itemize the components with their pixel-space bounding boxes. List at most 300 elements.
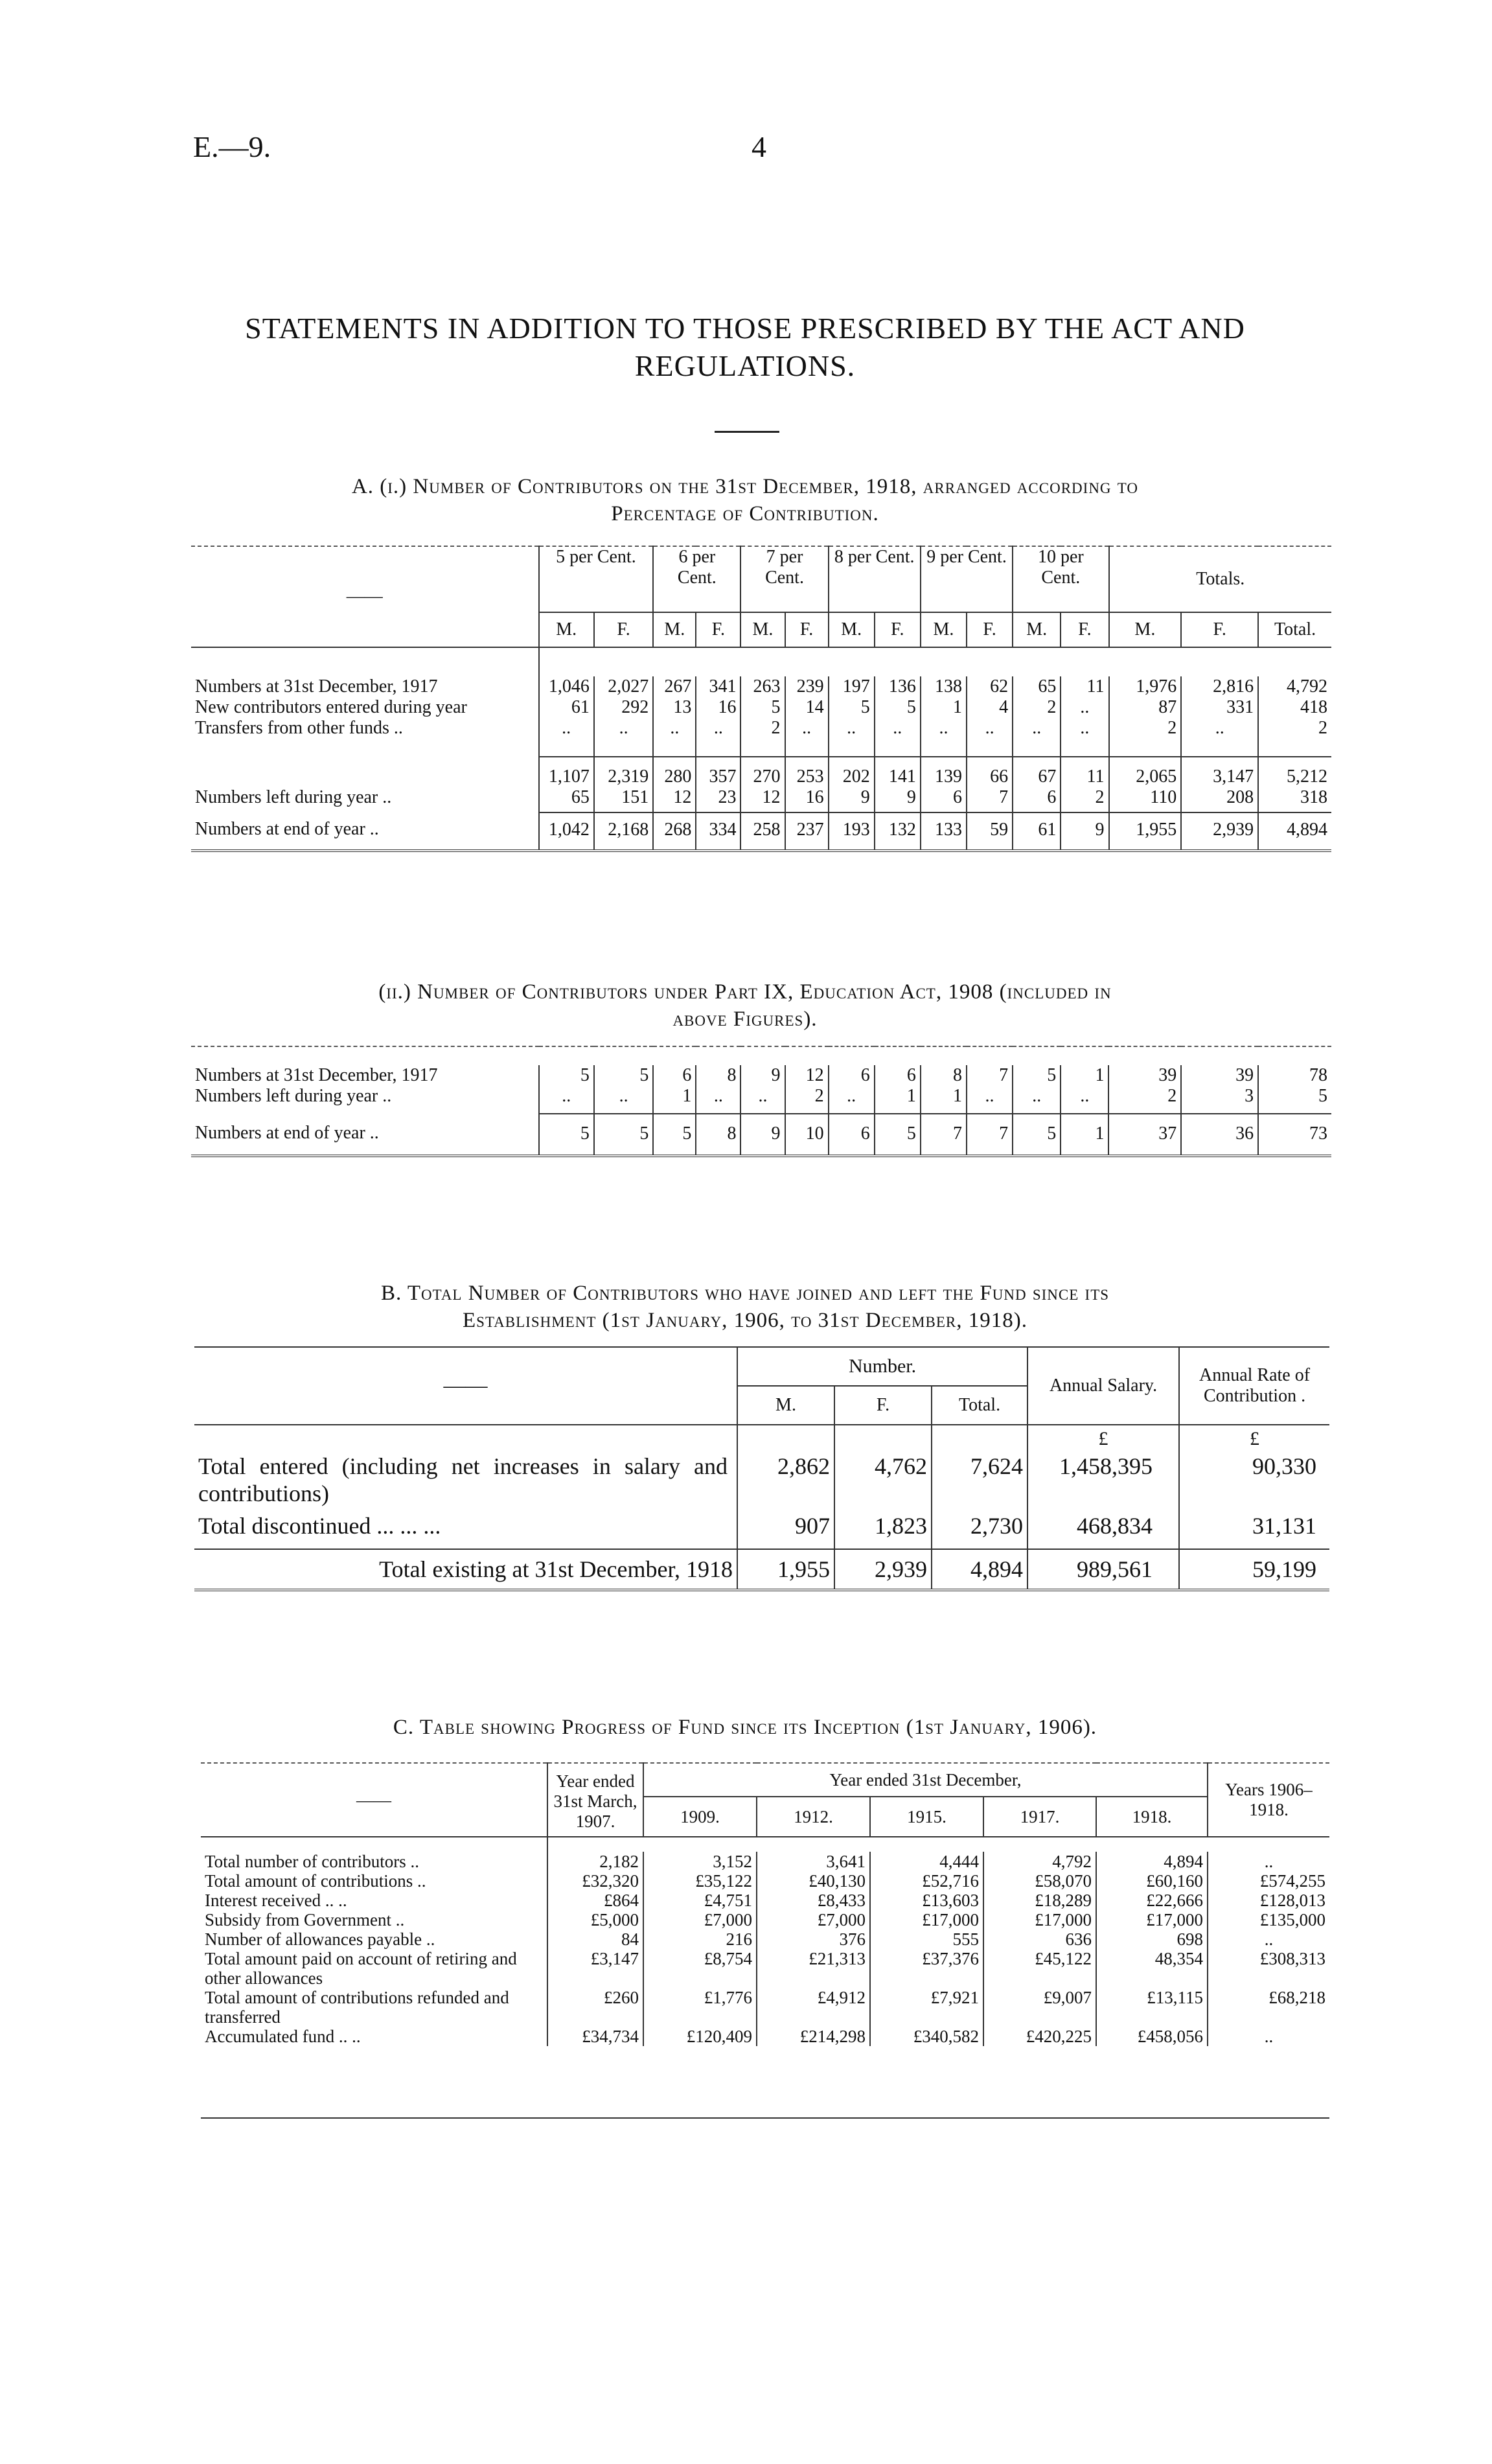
cell-value: 331 xyxy=(1181,697,1258,718)
sub-header: Total. xyxy=(1258,612,1331,647)
cell-value: 133 xyxy=(921,812,967,851)
cell-value: 268 xyxy=(653,812,696,851)
cell-value: 7 xyxy=(967,1114,1013,1156)
table-top-rule xyxy=(191,1046,1331,1065)
total-existing-salary: 989,561 xyxy=(1027,1549,1179,1590)
cell-value: £40,130 xyxy=(757,1871,870,1891)
sub-header: M. xyxy=(1013,612,1061,647)
cell-value: 237 xyxy=(785,812,829,851)
cell-value: .. xyxy=(1208,1852,1329,1871)
section-a-title-line1: A. (i.) Number of Contributors on the 31st December, 1918, arranged according to xyxy=(351,475,1139,498)
table-row xyxy=(191,1086,1331,1114)
table-row xyxy=(191,718,1331,757)
m-header: M. xyxy=(737,1386,834,1425)
table-row xyxy=(201,1891,1329,1910)
cell-value: £60,160 xyxy=(1096,1871,1208,1891)
cell-value: 2,168 xyxy=(594,812,653,851)
cell-value: .. xyxy=(1013,718,1061,757)
cell-value: £8,433 xyxy=(757,1891,870,1910)
row-label: Numbers left during year .. xyxy=(195,1086,392,1106)
table-row xyxy=(191,787,1331,812)
year-ended-december-header: Year ended 31st December, xyxy=(643,1763,1208,1797)
table-row xyxy=(191,647,1331,676)
cell-value: £13,603 xyxy=(870,1891,983,1910)
cell-value: 357 xyxy=(696,757,740,787)
cell-value: 39 xyxy=(1181,1065,1258,1086)
cell-value: £5,000 xyxy=(547,1910,643,1929)
table-row xyxy=(191,1114,1331,1156)
cell-salary: 1,458,395 xyxy=(1027,1453,1179,1507)
cell-total: 2,730 xyxy=(932,1507,1027,1549)
row-label: Total amount paid on account of retiring and other allowances xyxy=(205,1949,517,1988)
total-existing-total: 4,894 xyxy=(932,1549,1027,1590)
cell-value: 280 xyxy=(653,757,696,787)
cell-value: .. xyxy=(829,718,875,757)
spacer xyxy=(194,1425,737,1453)
row-label: Numbers at end of year .. xyxy=(191,1114,539,1156)
cell-value: 2 xyxy=(1109,718,1182,757)
cell-value: 3,641 xyxy=(757,1852,870,1871)
cell-value: £18,289 xyxy=(983,1891,1096,1910)
table-row xyxy=(194,1507,1329,1549)
spacer xyxy=(932,1425,1027,1453)
section-b-title-line1: B. Total Number of Contributors who have joined and left the Fund since its xyxy=(380,1282,1110,1305)
cell-value: £7,921 xyxy=(870,1988,983,2027)
section-a-title-line2: Percentage of Contribution. xyxy=(611,502,879,525)
cell-value: £17,000 xyxy=(870,1910,983,1929)
table-a2-education-act xyxy=(191,1046,1331,1157)
section-c-title xyxy=(162,1714,1328,1741)
cell-value: £214,298 xyxy=(757,2027,870,2046)
cell-value: £574,255 xyxy=(1208,1871,1329,1891)
cell-rate: 90,330 xyxy=(1179,1453,1329,1507)
row-label: Total entered (including net increases in salary and contributions) xyxy=(198,1453,728,1506)
cell-value: £308,313 xyxy=(1208,1949,1329,1988)
cell-value: £135,000 xyxy=(1208,1910,1329,1929)
cell-value: 5,212 xyxy=(1258,757,1331,787)
cell-value: 253 xyxy=(785,757,829,787)
cell-value: 7 xyxy=(967,1065,1013,1086)
cell-value: 151 xyxy=(594,787,653,812)
cell-value: 87 xyxy=(1109,697,1182,718)
year-ended-march-1907-header: Year ended 31st March, 1907. xyxy=(547,1763,643,1837)
stub-dash: —— xyxy=(194,1347,737,1425)
table-row xyxy=(201,1837,1329,1852)
annual-salary-header: Annual Salary. xyxy=(1027,1347,1179,1425)
cell-value: 7 xyxy=(921,1114,967,1156)
page-title-line1: STATEMENTS IN ADDITION TO THOSE PRESCRIBED BY THE ACT AND xyxy=(245,312,1245,345)
cell-value: 263 xyxy=(740,676,785,697)
cell-m: 907 xyxy=(737,1507,834,1549)
f-header: F. xyxy=(834,1386,932,1425)
table-row xyxy=(201,2027,1329,2046)
sub-header: M. xyxy=(1109,612,1182,647)
group-header-10: 10 per Cent. xyxy=(1013,546,1108,612)
group-header-7: 7 per Cent. xyxy=(740,546,828,612)
table-a-body xyxy=(191,676,1331,851)
cell-value: 1,042 xyxy=(539,812,594,851)
cell-value: 5 xyxy=(539,1114,594,1156)
group-header-8: 8 per Cent. xyxy=(829,546,921,612)
cell-value: 5 xyxy=(594,1114,653,1156)
years-total-header: Years 1906–1918. xyxy=(1208,1763,1329,1837)
cell-value: £37,376 xyxy=(870,1949,983,1988)
cell-value: 141 xyxy=(875,757,921,787)
cell-m: 2,862 xyxy=(737,1453,834,1507)
table-row xyxy=(201,1852,1329,1871)
cell-value: 1 xyxy=(653,1086,696,1114)
cell-value: £22,666 xyxy=(1096,1891,1208,1910)
group-header-6: 6 per Cent. xyxy=(653,546,740,612)
sub-header: M. xyxy=(539,612,594,647)
cell-value: £32,320 xyxy=(547,1871,643,1891)
cell-value: £68,218 xyxy=(1208,1988,1329,2027)
row-label: Total amount of contributions .. xyxy=(205,1871,426,1891)
cell-rate: 31,131 xyxy=(1179,1507,1329,1549)
cell-value: £4,751 xyxy=(643,1891,757,1910)
cell-f: 1,823 xyxy=(834,1507,932,1549)
cell-value: 8 xyxy=(696,1065,740,1086)
cell-value: 4 xyxy=(967,697,1013,718)
cell-value: 2 xyxy=(740,718,785,757)
year-header-1909: 1909. xyxy=(643,1797,757,1837)
table-b-header-row1 xyxy=(194,1347,1329,1386)
cell-value: 16 xyxy=(785,787,829,812)
cell-value: 84 xyxy=(547,1929,643,1949)
cell-value: 66 xyxy=(967,757,1013,787)
cell-value: 5 xyxy=(875,697,921,718)
cell-value: .. xyxy=(1061,697,1108,718)
cell-value: £13,115 xyxy=(1096,1988,1208,2027)
section-b-title-line2: Establishment (1st January, 1906, to 31st December, 1918). xyxy=(463,1309,1027,1332)
cell-value: 5 xyxy=(594,1065,653,1086)
sub-header: F. xyxy=(967,612,1013,647)
cell-value: 1 xyxy=(1061,1114,1108,1156)
section-a-title xyxy=(162,473,1328,527)
sub-header: M. xyxy=(829,612,875,647)
cell-value: 1,046 xyxy=(539,676,594,697)
cell-value: 5 xyxy=(1013,1114,1061,1156)
cell-value: 59 xyxy=(967,812,1013,851)
cell-value: 37 xyxy=(1108,1114,1181,1156)
cell-value: £458,056 xyxy=(1096,2027,1208,2046)
cell-value: .. xyxy=(1208,1929,1329,1949)
cell-value: 4,792 xyxy=(1258,676,1331,697)
year-header-1917: 1917. xyxy=(983,1797,1096,1837)
table-c-header-row1 xyxy=(201,1763,1329,1797)
cell-value: .. xyxy=(653,718,696,757)
sub-header: F. xyxy=(1181,612,1258,647)
cell-value: 9 xyxy=(875,787,921,812)
cell-value: 2,065 xyxy=(1109,757,1182,787)
cell-value: 292 xyxy=(594,697,653,718)
row-label: Number of allowances payable .. xyxy=(205,1929,435,1949)
row-label: Accumulated fund .. .. xyxy=(205,2027,361,2046)
cell-value: £120,409 xyxy=(643,2027,757,2046)
cell-value: £260 xyxy=(547,1988,643,2027)
group-header-5: 5 per Cent. xyxy=(539,546,654,612)
spacer xyxy=(737,1425,834,1453)
cell-value: 11 xyxy=(1061,757,1108,787)
cell-value: 8 xyxy=(696,1114,740,1156)
sub-header: F. xyxy=(875,612,921,647)
table-row xyxy=(201,1988,1329,2027)
cell-value: 65 xyxy=(1013,676,1061,697)
cell-value: £1,776 xyxy=(643,1988,757,2027)
table-row xyxy=(191,812,1331,851)
cell-value: 2 xyxy=(1258,718,1331,757)
cell-value: £21,313 xyxy=(757,1949,870,1988)
year-header-1912: 1912. xyxy=(757,1797,870,1837)
cell-value: 555 xyxy=(870,1929,983,1949)
cell-value: 208 xyxy=(1181,787,1258,812)
cell-value: 2 xyxy=(1013,697,1061,718)
row-label: Total number of contributors .. xyxy=(205,1852,420,1871)
cell-value: .. xyxy=(1061,1086,1108,1114)
section-a2-title-line2: above Figures). xyxy=(672,1007,818,1031)
table-row xyxy=(191,757,1331,787)
cell-value: 1,955 xyxy=(1109,812,1182,851)
table-row xyxy=(194,1453,1329,1507)
cell-value: .. xyxy=(875,718,921,757)
cell-value: £17,000 xyxy=(1096,1910,1208,1929)
row-label: Total discontinued ... ... ... xyxy=(198,1513,441,1539)
pound-sign-rate: £ xyxy=(1179,1425,1329,1453)
cell-value: 39 xyxy=(1108,1065,1181,1086)
year-header-1915: 1915. xyxy=(870,1797,983,1837)
total-existing-f: 2,939 xyxy=(834,1549,932,1590)
cell-value: £45,122 xyxy=(983,1949,1096,1988)
sub-header: M. xyxy=(653,612,696,647)
cell-salary: 468,834 xyxy=(1027,1507,1179,1549)
total-existing-label: Total existing at 31st December, 1918 xyxy=(379,1556,733,1582)
cell-value: 11 xyxy=(1061,676,1108,697)
table-c-body xyxy=(201,1852,1329,2046)
cell-value: £34,734 xyxy=(547,2027,643,2046)
cell-value: £864 xyxy=(547,1891,643,1910)
table-c-bottom-rule xyxy=(201,2117,1329,2119)
page-title xyxy=(130,310,1360,385)
cell-value: 12 xyxy=(785,1065,829,1086)
number-header: Number. xyxy=(737,1347,1027,1386)
cell-value: 10 xyxy=(785,1114,829,1156)
cell-value: 6 xyxy=(829,1114,875,1156)
cell-value: 341 xyxy=(696,676,740,697)
cell-value: £9,007 xyxy=(983,1988,1096,2027)
row-label: Numbers left during year .. xyxy=(195,787,392,807)
row-label: Transfers from other funds .. xyxy=(195,718,403,738)
table-a-group-header xyxy=(191,546,1331,612)
cell-value: 1 xyxy=(1061,1065,1108,1086)
spacer xyxy=(539,647,1332,676)
cell-value: 6 xyxy=(1013,787,1061,812)
cell-value: 12 xyxy=(653,787,696,812)
cell-value: 9 xyxy=(1061,812,1108,851)
cell-value: 8 xyxy=(921,1065,967,1086)
table-c-progress-of-fund xyxy=(201,1762,1329,2046)
sub-header: F. xyxy=(696,612,740,647)
cell-value: 1 xyxy=(921,697,967,718)
title-divider xyxy=(715,431,779,433)
sub-header: M. xyxy=(740,612,785,647)
cell-value: 193 xyxy=(829,812,875,851)
cell-value: 14 xyxy=(785,697,829,718)
cell-value: 12 xyxy=(740,787,785,812)
table-a2-body xyxy=(191,1065,1331,1156)
table-a-contributors xyxy=(191,546,1331,852)
table-row xyxy=(191,676,1331,697)
group-header-9: 9 per Cent. xyxy=(921,546,1013,612)
cell-value: 61 xyxy=(1013,812,1061,851)
table-b-total-row xyxy=(194,1549,1329,1590)
row-label: Subsidy from Government .. xyxy=(205,1910,405,1929)
cell-value: 4,444 xyxy=(870,1852,983,1871)
cell-value: 65 xyxy=(539,787,594,812)
cell-value: 239 xyxy=(785,676,829,697)
cell-value: 110 xyxy=(1109,787,1182,812)
cell-value: 5 xyxy=(653,1114,696,1156)
group-header-totals: Totals. xyxy=(1109,546,1332,612)
cell-value: 2,816 xyxy=(1181,676,1258,697)
row-label: Interest received .. .. xyxy=(205,1891,347,1910)
cell-value: .. xyxy=(967,718,1013,757)
cell-value: £17,000 xyxy=(983,1910,1096,1929)
spacer xyxy=(201,1837,547,1852)
cell-value: 6 xyxy=(653,1065,696,1086)
cell-value: .. xyxy=(594,1086,653,1114)
cell-value: 4,894 xyxy=(1096,1852,1208,1871)
cell-value: 61 xyxy=(539,697,594,718)
cell-value: £52,716 xyxy=(870,1871,983,1891)
cell-value: 13 xyxy=(653,697,696,718)
page-number: 4 xyxy=(752,130,766,163)
total-header: Total. xyxy=(932,1386,1027,1425)
table-row xyxy=(191,1065,1331,1086)
section-a2-title xyxy=(162,978,1328,1033)
cell-value: 23 xyxy=(696,787,740,812)
cell-value: .. xyxy=(829,1086,875,1114)
cell-value: 3 xyxy=(1181,1086,1258,1114)
table-row xyxy=(191,697,1331,718)
cell-value: £8,754 xyxy=(643,1949,757,1988)
cell-value: 138 xyxy=(921,676,967,697)
cell-value: 48,354 xyxy=(1096,1949,1208,1988)
cell-value: 36 xyxy=(1181,1114,1258,1156)
cell-value: 270 xyxy=(740,757,785,787)
sub-header: M. xyxy=(921,612,967,647)
cell-value: 6 xyxy=(875,1065,921,1086)
table-row xyxy=(201,1949,1329,1988)
stub-dash: —— xyxy=(191,546,539,647)
cell-value: 2,027 xyxy=(594,676,653,697)
table-row xyxy=(201,1910,1329,1929)
cell-value: 334 xyxy=(696,812,740,851)
cell-value: .. xyxy=(1061,718,1108,757)
annual-rate-header: Annual Rate of Contribution . xyxy=(1179,1347,1329,1425)
cell-f: 4,762 xyxy=(834,1453,932,1507)
row-label xyxy=(191,647,539,676)
cell-value: .. xyxy=(594,718,653,757)
section-a2-title-line1: (ii.) Number of Contributors under Part IX, Education Act, 1908 (included in xyxy=(378,980,1112,1004)
cell-value: 9 xyxy=(829,787,875,812)
cell-value: 132 xyxy=(875,812,921,851)
row-label: New contributors entered during year xyxy=(195,697,467,717)
spacer xyxy=(547,1837,1329,1852)
table-b-body xyxy=(194,1453,1329,1549)
cell-value: .. xyxy=(539,1086,594,1114)
cell-value: 136 xyxy=(875,676,921,697)
cell-value: 139 xyxy=(921,757,967,787)
cell-value: £340,582 xyxy=(870,2027,983,2046)
spacer xyxy=(834,1425,932,1453)
cell-value: 5 xyxy=(875,1114,921,1156)
cell-value: £7,000 xyxy=(643,1910,757,1929)
spacer xyxy=(191,1046,1331,1065)
cell-value: 62 xyxy=(967,676,1013,697)
cell-value: 202 xyxy=(829,757,875,787)
pound-sign-salary: £ xyxy=(1027,1425,1179,1453)
cell-value: .. xyxy=(785,718,829,757)
cell-value: 2,182 xyxy=(547,1852,643,1871)
cell-value: .. xyxy=(1208,2027,1329,2046)
section-c-title-line: C. Table showing Progress of Fund since its Inception (1st January, 1906). xyxy=(393,1716,1097,1739)
cell-value: .. xyxy=(696,1086,740,1114)
cell-value: 67 xyxy=(1013,757,1061,787)
cell-value: 78 xyxy=(1258,1065,1331,1086)
cell-value: 73 xyxy=(1258,1114,1331,1156)
cell-value: 9 xyxy=(740,1114,785,1156)
table-b-contributors-since-establishment xyxy=(194,1346,1329,1591)
cell-value: 7 xyxy=(967,787,1013,812)
cell-value: 2,319 xyxy=(594,757,653,787)
cell-value: £128,013 xyxy=(1208,1891,1329,1910)
cell-value: 1,107 xyxy=(539,757,594,787)
cell-value: 5 xyxy=(740,697,785,718)
table-row xyxy=(201,1929,1329,1949)
cell-value: 376 xyxy=(757,1929,870,1949)
cell-value: 1 xyxy=(875,1086,921,1114)
total-existing-m: 1,955 xyxy=(737,1549,834,1590)
cell-value: 2 xyxy=(785,1086,829,1114)
cell-value: 4,792 xyxy=(983,1852,1096,1871)
cell-value: 267 xyxy=(653,676,696,697)
row-label: Total amount of contributions refunded and transferred xyxy=(205,1988,509,2027)
row-label xyxy=(191,757,539,787)
cell-value: £420,225 xyxy=(983,2027,1096,2046)
cell-value: 6 xyxy=(829,1065,875,1086)
cell-value: 418 xyxy=(1258,697,1331,718)
cell-value: 1 xyxy=(921,1086,967,1114)
cell-value: 4,894 xyxy=(1258,812,1331,851)
total-existing-rate: 59,199 xyxy=(1179,1549,1329,1590)
cell-value: 216 xyxy=(643,1929,757,1949)
cell-value: 5 xyxy=(829,697,875,718)
section-b-title xyxy=(162,1280,1328,1334)
cell-value: £35,122 xyxy=(643,1871,757,1891)
year-header-1918: 1918. xyxy=(1096,1797,1208,1837)
cell-value: 5 xyxy=(539,1065,594,1086)
cell-value: 1,976 xyxy=(1109,676,1182,697)
cell-total: 7,624 xyxy=(932,1453,1027,1507)
cell-value: 16 xyxy=(696,697,740,718)
stub-dash: —— xyxy=(201,1763,547,1837)
cell-value: £7,000 xyxy=(757,1910,870,1929)
cell-value: .. xyxy=(921,718,967,757)
cell-value: 318 xyxy=(1258,787,1331,812)
cell-value: 3,147 xyxy=(1181,757,1258,787)
sub-header: F. xyxy=(785,612,829,647)
table-row xyxy=(201,1871,1329,1891)
